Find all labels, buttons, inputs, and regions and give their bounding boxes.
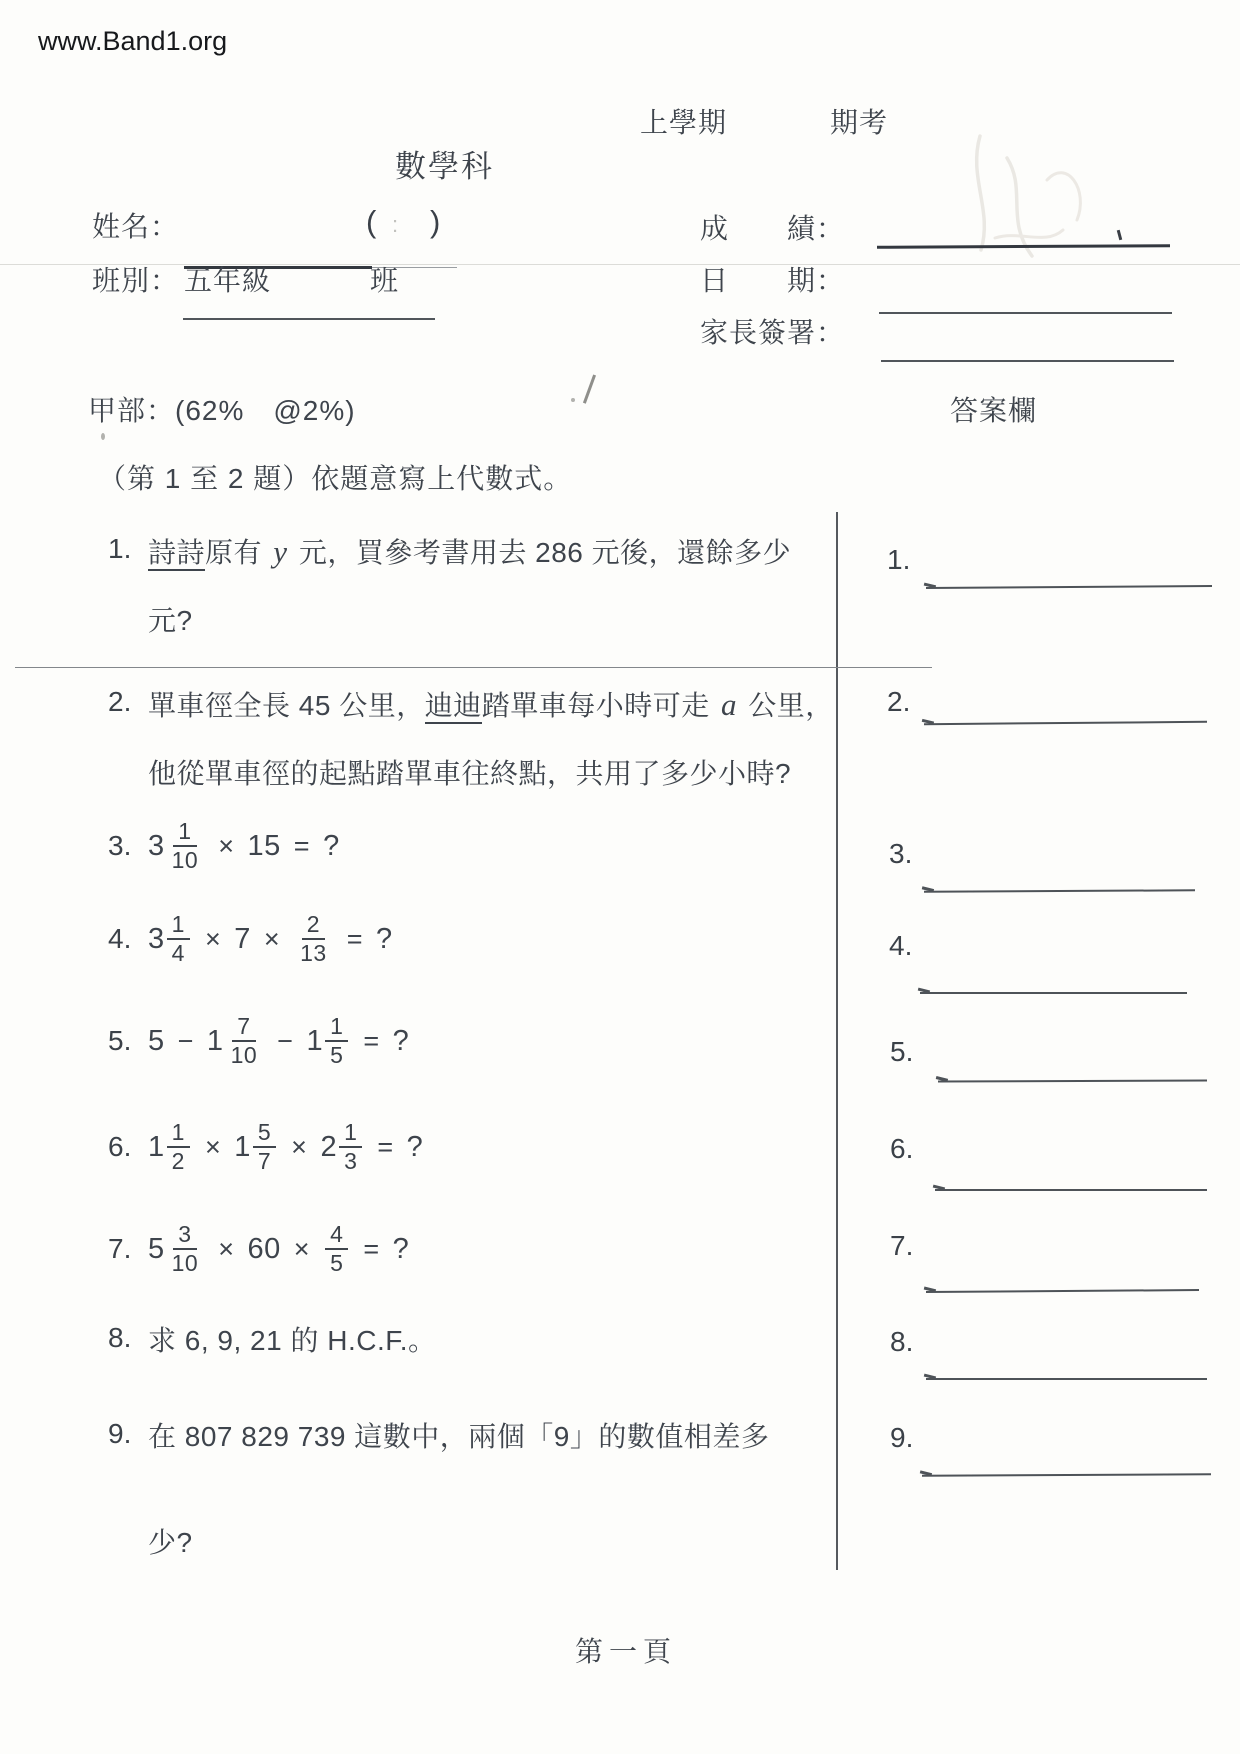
class-label: 班別： xyxy=(92,265,180,296)
answer-number-5: 5. xyxy=(890,1036,914,1067)
answer-number-3: 3. xyxy=(889,838,913,869)
question-body: 在 807 829 739 這數中，兩個「9」的數值相差多 少? xyxy=(148,1421,770,1558)
question-7 xyxy=(108,1221,828,1277)
answer-number-4: 4. xyxy=(889,930,913,961)
column-divider-vertical xyxy=(836,512,838,1570)
question-body: 單車徑全長 45 公里，迪迪踏單車每小時可走 a 公里， 他從單車徑的起點踏單車往終點，共用了多少小時? xyxy=(148,687,834,789)
name-paren-close: ) xyxy=(430,204,441,239)
answer-blank-line-2 xyxy=(924,721,1207,725)
answer-column-heading: 答案欄 xyxy=(950,395,1038,426)
question-4 xyxy=(108,911,828,967)
answer-blank-line-1 xyxy=(926,585,1212,589)
question-body: 詩詩原有 y 元，買參考書用去 286 元後，還餘多少 元? xyxy=(148,534,792,636)
section-divider-horizontal xyxy=(15,667,932,668)
class-grade-value: 五年級 xyxy=(184,265,272,296)
parent-signature-label: 家長簽署： xyxy=(700,317,846,348)
question-6 xyxy=(108,1119,828,1175)
question-number: 8. xyxy=(108,1322,132,1353)
answer-number-8: 8. xyxy=(890,1326,914,1357)
watermark-text: www.Band1.org xyxy=(38,26,228,56)
question-3 xyxy=(108,818,828,874)
answer-blank-line-7 xyxy=(926,1289,1199,1293)
name-paren-open: ( xyxy=(366,204,377,239)
parent-signature-blank-line xyxy=(881,360,1174,362)
question-number: 1. xyxy=(108,533,132,564)
pencil-dot-mark-2 xyxy=(101,433,105,440)
question-body: 求 6, 9, 21 的 H.C.F.。 xyxy=(148,1325,437,1356)
pencil-slash-mark xyxy=(583,374,596,403)
date-blank-line xyxy=(879,312,1172,314)
question-5 xyxy=(108,1013,828,1069)
class-blank-line xyxy=(183,318,435,320)
question-number: 4. xyxy=(108,923,132,954)
question-8 xyxy=(108,1322,828,1360)
name-label: 姓名： xyxy=(92,211,180,242)
answer-number-2: 2. xyxy=(887,686,911,717)
question-9 xyxy=(108,1418,828,1562)
answer-blank-line-5 xyxy=(938,1080,1207,1083)
question-number: 7. xyxy=(108,1233,132,1264)
question-number: 5. xyxy=(108,1025,132,1056)
score-label: 成 績： xyxy=(700,213,846,244)
question-number: 9. xyxy=(108,1418,132,1449)
pencil-marks xyxy=(935,118,1130,293)
answer-number-6: 6. xyxy=(890,1133,914,1164)
answer-number-1: 1. xyxy=(887,544,911,575)
subject-title: 數學科 xyxy=(395,149,494,184)
paren-noise-mark: : xyxy=(392,212,399,237)
question-body: 3 $\frac{1}{10}$ × 15 = ? xyxy=(148,818,340,873)
answer-number-7: 7. xyxy=(890,1230,914,1261)
question-body: 5 − 1 $\frac{7}{10}$ − 1 $\frac{1}{5}$ = ? xyxy=(148,1013,410,1068)
part-a-heading: 甲部：(62% @2%) xyxy=(88,395,356,426)
page-number-footer: 第一頁 xyxy=(575,1636,678,1667)
question-number: 6. xyxy=(108,1131,132,1162)
answer-blank-line-8 xyxy=(926,1378,1207,1380)
answer-blank-line-9 xyxy=(922,1473,1211,1477)
question-number: 3. xyxy=(108,830,132,861)
semester-label: 上學期 xyxy=(640,107,728,138)
question-body: 1 $\frac{1}{2}$ × 1 $\frac{5}{7}$ × 2 $\frac{1}{3}$ = ? xyxy=(148,1119,424,1174)
question-2 xyxy=(108,686,834,793)
answer-number-9: 9. xyxy=(890,1422,914,1453)
question-body: 5 $\frac{3}{10}$ × 60 × $\frac{4}{5}$ = ? xyxy=(148,1221,410,1276)
question-number: 2. xyxy=(108,686,132,717)
answer-blank-line-4 xyxy=(920,992,1187,994)
instructions-text: （第 1 至 2 題）依題意寫上代數式。 xyxy=(98,463,573,494)
exam-type-label: 期考 xyxy=(830,107,889,138)
answer-blank-line-3 xyxy=(924,889,1195,892)
date-label: 日 期： xyxy=(700,265,846,296)
pencil-dot-mark xyxy=(571,398,575,402)
question-body: 3 $\frac{1}{4}$ × 7 × $\frac{2}{13}$ = ? xyxy=(148,911,393,966)
question-1 xyxy=(108,533,828,640)
class-suffix-label: 班 xyxy=(370,265,400,296)
answer-blank-line-6 xyxy=(935,1189,1207,1191)
